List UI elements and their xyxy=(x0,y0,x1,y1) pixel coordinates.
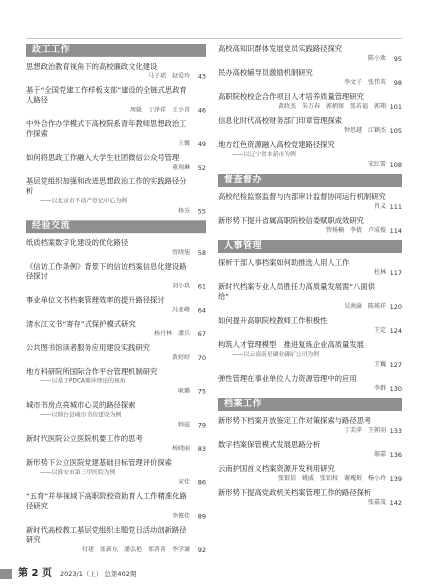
toc-entry[interactable] xyxy=(218,464,402,484)
toc-entry[interactable] xyxy=(26,177,206,217)
article-authors: 黄婷婷 xyxy=(171,353,190,361)
page-ref: 52 xyxy=(197,163,206,172)
article-authors: 王定 xyxy=(373,327,386,334)
article-authors: 张嘉茂 xyxy=(367,499,386,506)
article-title: 高职院校校企合作项目人才培养质量管理研究 xyxy=(218,92,364,101)
top-rule xyxy=(26,38,402,39)
article-subtitle: ——以辽宁省本新市为例 xyxy=(232,152,296,158)
page-number: 第 2 页 xyxy=(18,568,52,579)
article-subtitle: ——以淮安市第三甲医院为例 xyxy=(40,469,116,476)
article-authors: 韩霞 xyxy=(177,421,190,429)
toc-entry[interactable] xyxy=(218,44,402,64)
article-title: 新时代档案专业人员胜任力高质量发展需“八面供给” xyxy=(218,282,376,301)
article-title: 构筑人才管理模型 推进复炼企业高质量发展 xyxy=(218,340,364,349)
article-title: 云南护国首义档案资源开发利用研究 xyxy=(218,464,335,473)
article-subtitle: ——以云南南星磷业磷矿公司为例 xyxy=(232,352,319,358)
article-title: 新形势下公立医院党建基础目标管理评价探索 xyxy=(26,457,172,467)
toc-entry[interactable] xyxy=(218,340,402,370)
article-authors: 刘小玖 xyxy=(171,282,190,290)
article-title: 新形势下提高党政机关档案管理工作的路径探析 xyxy=(218,488,372,497)
article-title: 地方科研院所国际合作平台管理机制研究 xyxy=(26,366,158,376)
footer xyxy=(0,563,427,585)
article-authors: 李文子 张伟英 xyxy=(343,79,386,86)
toc-entry[interactable] xyxy=(218,374,402,394)
article-title: 地方红色资源融入高校党建路径探究 xyxy=(218,140,335,149)
article-authors: 王馨 xyxy=(177,140,190,147)
page-ref: 83 xyxy=(197,445,206,454)
page-ref: 101 xyxy=(389,103,402,111)
toc-entry[interactable] xyxy=(218,92,402,112)
page-ref: 61 xyxy=(197,282,206,291)
left-column xyxy=(26,44,206,559)
toc-entry[interactable] xyxy=(26,492,206,522)
page-ref: 98 xyxy=(393,79,402,87)
page-ref: 46 xyxy=(197,106,206,115)
article-title: 新时代医院公立医院机要工作的思考 xyxy=(26,434,143,444)
article-subtitle: ——以北京市不动产登记中心为例 xyxy=(40,198,127,205)
article-authors: 曾晓旭 xyxy=(171,249,190,256)
article-authors: 宋红雷 xyxy=(367,161,386,168)
page-ref: 70 xyxy=(197,353,206,362)
page-ref: 111 xyxy=(389,203,402,211)
article-title: 高校纪检监察监督与内部审计监督协同运行机制研究 xyxy=(218,192,386,201)
section-heading: 档案工作 xyxy=(218,398,402,411)
article-title: 基于“全国党建工作样板支部”建设的全链式思政育人路径 xyxy=(26,85,187,105)
toc-entry[interactable] xyxy=(26,119,206,149)
page-ref: 139 xyxy=(389,475,402,483)
toc-entry[interactable] xyxy=(218,140,402,170)
article-authors: 杜林 xyxy=(373,269,386,276)
toc-entry[interactable] xyxy=(218,192,402,212)
section-heading: 督查督办 xyxy=(218,174,402,187)
toc-entry[interactable] xyxy=(26,238,206,258)
page-ref: 92 xyxy=(197,546,206,555)
page-ref: 58 xyxy=(197,249,206,257)
toc-entry[interactable] xyxy=(26,262,206,292)
article-title: 纸质档案数字化建设的优化路径 xyxy=(26,238,129,248)
article-authors: 杨晓丽 xyxy=(171,445,190,453)
article-title: 如何将思政工作融入大学生社团微信公众号管理 xyxy=(26,152,180,162)
article-authors: 李群 xyxy=(373,385,386,392)
article-title: 如何提升高职院校教师工作积极性 xyxy=(218,316,328,325)
toc-entry[interactable] xyxy=(218,116,402,136)
article-title: 探析干部人事档案如何助推选人用人工作 xyxy=(218,258,350,267)
article-title: 城市书房点亮城市心灵的路径探索 xyxy=(26,400,136,410)
page-ref: 49 xyxy=(197,140,206,148)
article-authors: 宋佳 xyxy=(177,478,190,486)
page-ref: 133 xyxy=(389,427,402,435)
page-ref: 124 xyxy=(389,327,402,335)
page-ref: 130 xyxy=(389,385,402,393)
page-ref: 89 xyxy=(197,512,206,521)
article-title: 《信访工作条例》背景下的信访档案信息化建设路径探讨 xyxy=(26,261,187,281)
article-authors: 丁芙萍 王朝羽 xyxy=(343,427,386,434)
article-authors: 耿璐 xyxy=(177,387,190,395)
toc-entry[interactable] xyxy=(218,416,402,436)
article-title: 公共图书馆读者服务应用建设实践研究 xyxy=(26,343,151,353)
toc-entry[interactable] xyxy=(218,258,402,278)
article-authors: 黄政杰 朱万春 郭炳镕 张若福 郭翔 xyxy=(277,103,386,110)
page-ref: 64 xyxy=(197,306,206,315)
toc-entry[interactable] xyxy=(26,319,206,339)
page-ref: 55 xyxy=(197,207,206,216)
toc-entry[interactable] xyxy=(26,434,206,454)
article-title: 弹性管理在事业单位人力资源管理中的应用 xyxy=(218,374,357,383)
section-heading: 政工工作 xyxy=(26,44,206,57)
toc-entry[interactable] xyxy=(26,401,206,431)
toc-entry[interactable] xyxy=(26,86,206,116)
section-heading: 人事管理 xyxy=(218,240,402,253)
article-authors: 张银信 姚威 张铝权 谢瑰珉 杨小玲 xyxy=(277,475,386,482)
article-title: 民办高校辅导员激励机制研究 xyxy=(218,68,313,77)
right-column xyxy=(218,44,402,512)
toc-entry[interactable] xyxy=(26,343,206,363)
page-ref: 67 xyxy=(197,330,206,339)
page-ref: 127 xyxy=(389,361,402,369)
article-title: 新时代高校教工基层党组织主题党日活动创新路径研究 xyxy=(26,525,187,545)
page-ref: 95 xyxy=(393,55,402,63)
article-authors: 管扬楠 李倩 卢成俊 xyxy=(325,227,386,234)
toc-entry[interactable] xyxy=(26,525,206,555)
page-ref: 75 xyxy=(197,387,206,396)
toc-entry[interactable] xyxy=(218,488,402,508)
article-title: 高校高知识群体发展党员实践路径探究 xyxy=(218,44,343,53)
article-authors: 马子珺 赵爱玲 xyxy=(147,72,190,80)
article-authors: 董现琳 xyxy=(171,163,190,171)
article-authors: 冯亚峰 xyxy=(171,306,190,314)
page-ref: 142 xyxy=(389,499,402,507)
toc-entry[interactable] xyxy=(26,153,206,173)
article-authors: 陈小欢 xyxy=(367,55,386,62)
toc-entry[interactable] xyxy=(218,216,402,236)
page-ref: 43 xyxy=(197,72,206,81)
article-authors: 肖义 xyxy=(373,203,386,210)
page-ref: 79 xyxy=(197,421,206,430)
article-authors: 李俊佳 xyxy=(171,512,190,520)
article-authors: 郝嘉 xyxy=(373,451,386,458)
article-title: 中外合作办学模式下高校院系青年教师思想政治工作探索 xyxy=(26,119,187,139)
section-heading: 经验交流 xyxy=(26,220,206,233)
page-ref: 105 xyxy=(389,127,402,135)
article-authors: 杨丹林 潘兵 xyxy=(153,330,190,338)
article-title: 数字档案保管模式发展思路分析 xyxy=(218,440,321,449)
toc-entry[interactable] xyxy=(218,282,402,312)
toc-entry[interactable] xyxy=(218,316,402,336)
article-title: 清水江文书“寄存”式保护模式研究 xyxy=(26,319,136,329)
toc-entry[interactable] xyxy=(218,68,402,88)
article-title: 思想政治教育视角下的高校廉政文化建设 xyxy=(26,61,158,71)
article-authors: 杨芬 xyxy=(177,207,190,215)
article-authors: 钟思越 江颖杰 xyxy=(343,127,386,134)
article-authors: 付建 张新东 潘弘艳 郑菁菁 李学谦 xyxy=(81,546,190,554)
toc-entry[interactable] xyxy=(218,440,402,460)
article-title: 新形势下档案开放鉴定工作对策探索与路径思考 xyxy=(218,416,372,425)
toc-entry[interactable] xyxy=(26,296,206,316)
article-title: 信息化时代高校财务部门印章管理探索 xyxy=(218,116,343,125)
article-authors: 周媛 丁泽祥 王小青 xyxy=(129,106,190,114)
page-ref: 86 xyxy=(197,478,206,487)
article-title: 事业单位文书档案管理效率的提升路径探讨 xyxy=(26,295,165,305)
article-title: 基层党组织加强和改进思想政治工作的实践路径分析 xyxy=(26,176,187,196)
page-ref: 120 xyxy=(389,303,402,311)
page-ref: 136 xyxy=(389,451,402,459)
toc-entry[interactable] xyxy=(26,62,206,82)
article-title: 新形势下提升省属高职院校信委赋职成效研究 xyxy=(218,216,364,225)
article-title: “五育”并举视域下高职院校资助育人工作精准化路径研究 xyxy=(26,491,187,511)
article-authors: 王巍 xyxy=(373,361,386,368)
toc-entry[interactable] xyxy=(26,458,206,488)
page-ref: 114 xyxy=(389,227,402,235)
journal-issue: 2023/1（上） 总第402期 xyxy=(60,570,137,578)
toc-entry[interactable] xyxy=(26,367,206,397)
article-authors: 吴南渝 陈瑛祥 xyxy=(343,303,386,310)
article-subtitle: ——以烟台县城市书房建设为例 xyxy=(40,412,122,419)
page-marker xyxy=(0,569,12,579)
page-ref: 117 xyxy=(389,269,402,277)
article-subtitle: ——以基于PDCA循环理论的视角 xyxy=(40,378,126,385)
page-ref: 108 xyxy=(389,161,402,169)
